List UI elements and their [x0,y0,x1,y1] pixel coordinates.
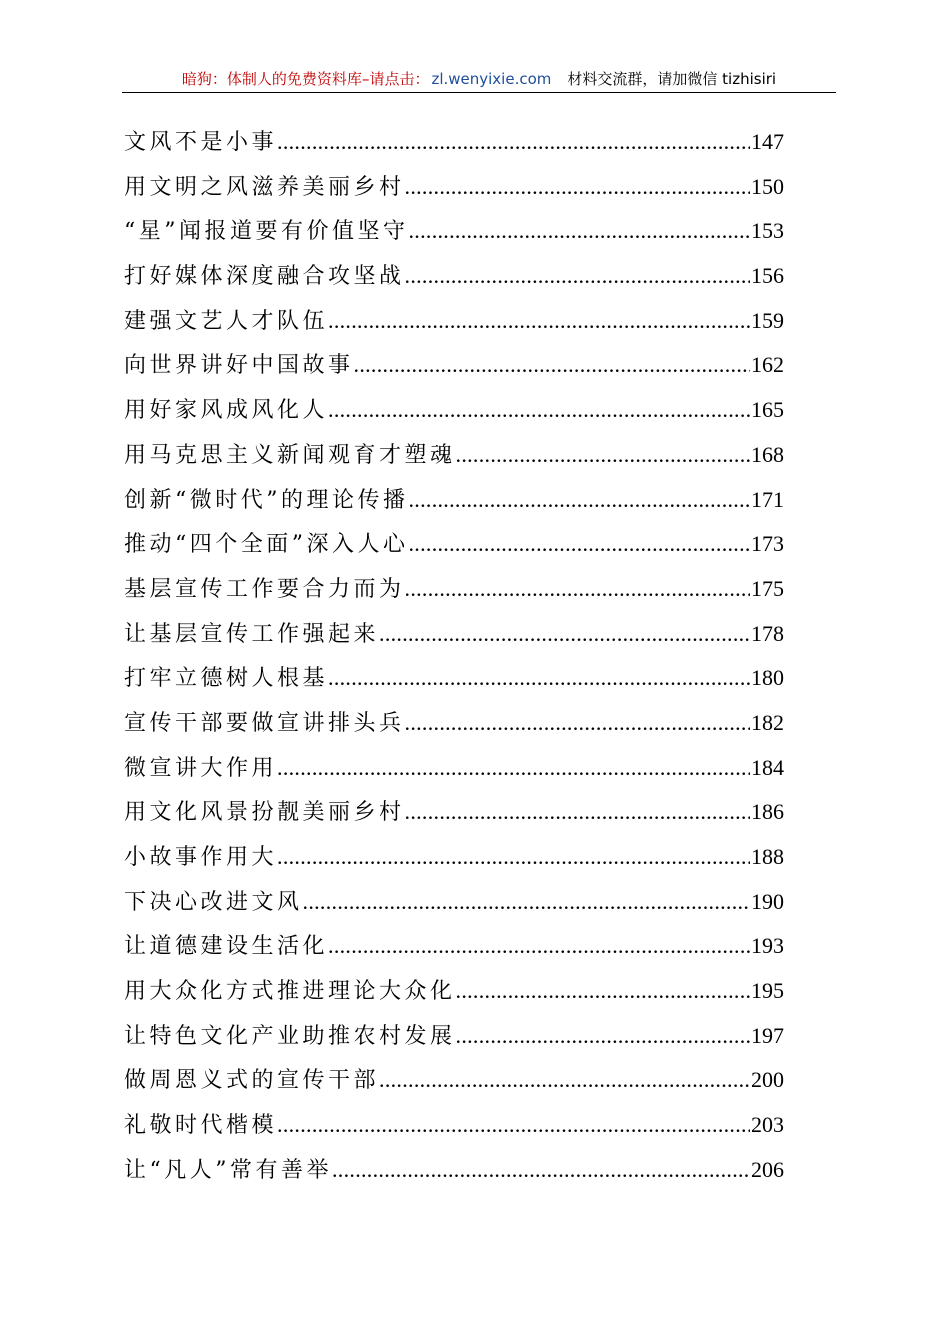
toc-entry-page: 184 [751,754,784,780]
toc-entry-title: 下决心改进文风 [124,889,303,915]
toc-entry-title: 用文明之风滋养美丽乡村 [124,174,405,200]
toc-entry-title: 让“凡人”常有善举 [124,1157,332,1183]
toc-leader-dots [332,1148,750,1193]
toc-leader-dots [328,299,750,344]
toc-entry[interactable] [124,880,784,925]
toc-leader-dots [277,746,750,791]
toc-leader-dots [405,701,750,746]
toc-entry-page: 203 [751,1112,784,1138]
toc-entry-title: 宣传干部要做宣讲排头兵 [124,710,405,736]
toc-entry[interactable] [124,567,784,612]
toc-entry-page: 156 [751,263,784,289]
toc-entry-title: 让基层宣传工作强起来 [124,621,380,647]
toc-entry-page: 165 [751,397,784,423]
toc-entry-title: 打好媒体深度融合攻坚战 [124,264,405,290]
toc-entry-page: 195 [751,978,784,1004]
toc-entry-page: 182 [751,709,784,735]
toc-leader-dots [456,1014,750,1059]
toc-entry-page: 159 [751,307,784,333]
toc-entry[interactable] [124,478,784,523]
header-group-info: 材料交流群，请加微信 tizhisiri [567,70,777,88]
toc-entry-title: 建强文艺人才队伍 [124,308,329,334]
toc-entry[interactable] [124,1058,784,1103]
toc-entry-page: 173 [751,531,784,557]
toc-leader-dots [456,969,750,1014]
toc-entry-title: 让特色文化产业助推农村发展 [124,1023,456,1049]
toc-entry[interactable] [124,343,784,388]
toc-entry-title: 用文化风景扮靓美丽乡村 [124,800,405,826]
toc-entry[interactable] [124,1014,784,1059]
header-prompt: –请点击： [361,70,430,88]
toc-entry[interactable] [124,433,784,478]
toc-entry-title: 基层宣传工作要合力而为 [124,576,405,602]
toc-entry[interactable] [124,701,784,746]
toc-entry-page: 153 [751,218,784,244]
toc-entry[interactable] [124,299,784,344]
toc-entry[interactable] [124,254,784,299]
toc-entry-title: 向世界讲好中国故事 [124,353,354,379]
toc-entry-page: 180 [751,665,784,691]
toc-entry-title: 做周恩义式的宣传干部 [124,1068,380,1094]
toc-leader-dots [303,880,750,925]
page-header [122,66,836,93]
toc-entry[interactable] [124,1103,784,1148]
toc-entry-title: 让道德建设生活化 [124,934,329,960]
toc-entry[interactable] [124,656,784,701]
toc-leader-dots [328,656,750,701]
toc-leader-dots [379,1058,750,1103]
header-url-link[interactable]: zl.wenyixie.com [431,70,552,88]
toc-entry-title: 微宣讲大作用 [124,755,278,781]
toc-entry-page: 190 [751,888,784,914]
toc-leader-dots [379,612,750,657]
toc-leader-dots [409,478,751,523]
toc-entry-page: 186 [751,799,784,825]
toc-entry-title: 创新“微时代”的理论传播 [124,487,409,513]
toc-entry-page: 162 [751,352,784,378]
toc-entry[interactable] [124,746,784,791]
toc-entry-title: 推动“四个全面”深入人心 [124,532,409,558]
toc-entry[interactable] [124,612,784,657]
toc-entry[interactable] [124,835,784,880]
toc-leader-dots [277,120,750,165]
toc-leader-dots [328,388,750,433]
toc-leader-dots [277,835,750,880]
toc-entry[interactable] [124,120,784,165]
toc-entry-page: 147 [751,129,784,154]
toc-entry-title: 打牢立德树人根基 [124,666,329,692]
toc-entry-title: 礼敬时代楷模 [124,1113,278,1139]
toc-entry[interactable] [124,924,784,969]
toc-leader-dots [405,790,750,835]
toc-entry-title: 文风不是小事 [124,130,278,155]
toc-entry-page: 197 [751,1022,784,1048]
toc-entry-page: 178 [751,620,784,646]
toc-leader-dots [277,1103,750,1148]
toc-entry[interactable] [124,522,784,567]
toc-entry[interactable] [124,388,784,433]
toc-entry[interactable] [124,1148,784,1193]
toc-entry-page: 206 [751,1156,784,1182]
toc-entry-page: 171 [751,486,784,512]
toc-entry[interactable] [124,790,784,835]
toc-entry-title: 用大众化方式推进理论大众化 [124,979,456,1005]
toc-entry[interactable] [124,165,784,210]
toc-leader-dots [456,433,750,478]
toc-leader-dots [405,165,750,210]
header-brand: 暗狗：体制人的免费资料库 [181,70,362,88]
toc-entry-page: 188 [751,844,784,869]
toc-entry-page: 193 [751,933,784,959]
toc-leader-dots [405,567,750,612]
table-of-contents [124,120,784,1193]
toc-entry-title: 小故事作用大 [124,845,278,870]
toc-leader-dots [405,254,750,299]
toc-leader-dots [328,924,750,969]
toc-entry[interactable] [124,969,784,1014]
toc-entry-title: 用好家风成风化人 [124,398,329,424]
toc-entry-page: 175 [751,575,784,601]
toc-entry-title: 用马克思主义新闻观育才塑魂 [124,442,456,468]
toc-entry[interactable] [124,209,784,254]
toc-entry-page: 150 [751,173,784,199]
toc-leader-dots [409,209,751,254]
toc-entry-page: 168 [751,441,784,467]
toc-entry-page: 200 [751,1067,784,1093]
toc-entry-title: “星”闻报道要有价值坚守 [124,219,409,245]
toc-leader-dots [409,522,751,567]
toc-leader-dots [354,343,750,388]
